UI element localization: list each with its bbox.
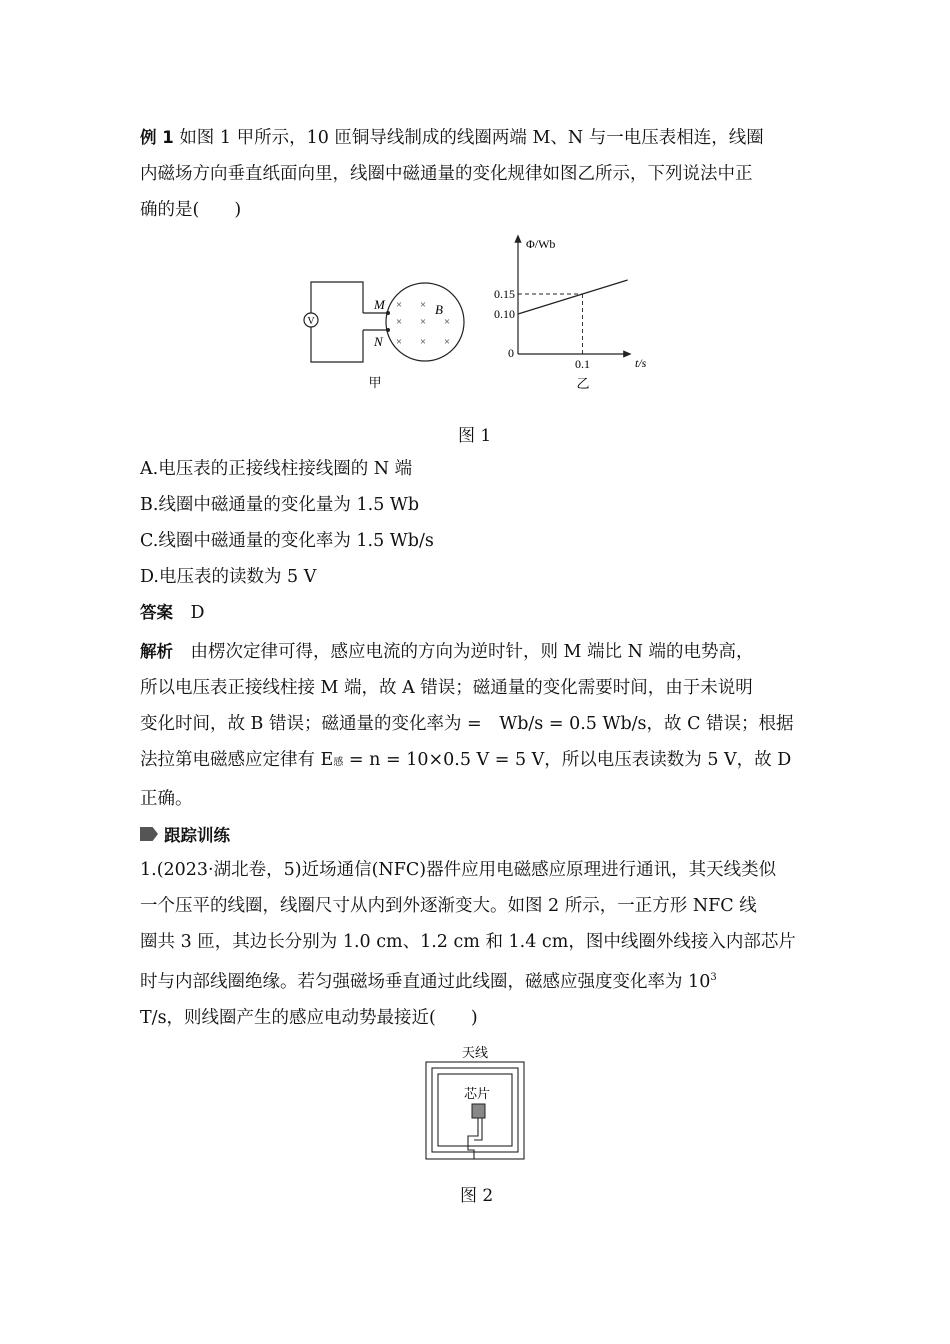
answer-value: D [190,603,205,623]
options-list [140,451,815,631]
origin-label: 0 [508,346,514,360]
label-N: N [374,334,383,349]
option-d: D.电压表的读数为 5 V [140,567,317,587]
analysis-line-3: 变化时间，故 B 错误；磁通量的变化率为 = Wb/s = 0.5 Wb/s，故 C 错误；根据 [140,714,794,734]
cross-icon: × [395,316,403,328]
chip-label: 芯片 [463,1086,491,1101]
figure-1-jia-label: 甲 [368,375,382,390]
x-tick-01: 0.1 [575,357,590,371]
cross-icon: × [443,316,451,328]
q1-line-1: 1.(2023·湖北卷，5)近场通信(NFC)器件应用电磁感应原理进行通讯，其天线类似 [140,860,777,880]
analysis-line-5: 正确。 [140,789,193,809]
voltmeter-label: V [307,316,315,327]
section-marker-icon [140,827,158,841]
q1-line-2: 一个压平的线圈，线圈尺寸从内到外逐渐变大。如图 2 所示，一正方形 NFC 线 [140,896,757,916]
cross-icon: × [443,336,451,348]
figure-1-caption: 图 1 [458,426,492,446]
cross-icon: × [395,336,403,348]
question-1 [140,852,815,1036]
analysis-line-2: 所以电压表正接线柱接 M 端，故 A 错误；磁通量的变化需要时间，由于未说明 [140,678,753,698]
option-c: C.线圈中磁通量的变化率为 1.5 Wb/s [140,531,434,551]
cross-icon: × [419,299,427,311]
chip-lead [468,1118,478,1159]
figure-1-yi-label: 乙 [576,376,590,391]
example-line-2: 内磁场方向垂直纸面向里，线圈中磁通量的变化规律如图乙所示，下列说法中正 [140,164,753,184]
option-b: B.线圈中磁通量的变化量为 1.5 Wb [140,495,420,515]
terminal-M [386,311,390,315]
analysis-line-1: 解析 由楞次定律可得，感应电流的方向为逆时针，则 M 端比 N 端的电势高， [140,642,754,662]
answer-label: 答案 [140,603,173,622]
label-M: M [374,297,385,312]
antenna-label: 天线 [461,1045,489,1060]
answer-line [140,595,815,631]
circuit-wire [311,282,363,362]
example-question [140,120,815,228]
q1-line-5: T/s，则线圈产生的感应电动势最接近( ) [140,1007,478,1028]
analysis-label: 解析 [140,642,173,661]
x-axis-label: t/s [635,356,647,370]
q1-line-3: 圈共 3 匝，其边长分别为 1.0 cm、1.2 cm 和 1.4 cm，图中线圈外线接入内部芯片 [140,932,796,952]
example-line-1: 例 1 如图 1 甲所示，10 匝铜导线制成的线圈两端 M、N 与一电压表相连，线圈 [140,128,764,148]
example-label: 例 1 [140,128,174,147]
terminal-N [386,328,390,332]
analysis-line-4: 法拉第电磁感应定律有 E感 = n = 10×0.5 V = 5 V，所以电压表读数为 5 V，故 D [140,750,792,770]
cross-icon: × [395,299,403,311]
figure-1-yi-chart [480,232,670,392]
section-title: 跟踪训练 [164,826,230,845]
cross-icon: × [419,336,427,348]
flux-series-line [518,280,628,314]
option-a: A.电压表的正接线柱接线圈的 N 端 [140,459,413,479]
y-axis-label: Φ/Wb [526,237,556,251]
y-tick-015: 0.15 [494,287,515,301]
label-B: B [435,302,443,317]
figure-2-caption: 图 2 [460,1186,494,1206]
chip-icon [472,1104,485,1118]
section-header [140,822,230,846]
y-tick-010: 0.10 [494,307,515,321]
q1-line-4: 时与内部线圈绝缘。若匀强磁场垂直通过此线圈，磁感应强度变化率为 $10^3$ [140,971,717,992]
figure-1-jia [295,280,475,390]
figure-2-nfc [420,1040,530,1164]
example-line-3: 确的是( ) [140,200,242,220]
analysis-block [140,634,815,817]
cross-icon: × [419,316,427,328]
